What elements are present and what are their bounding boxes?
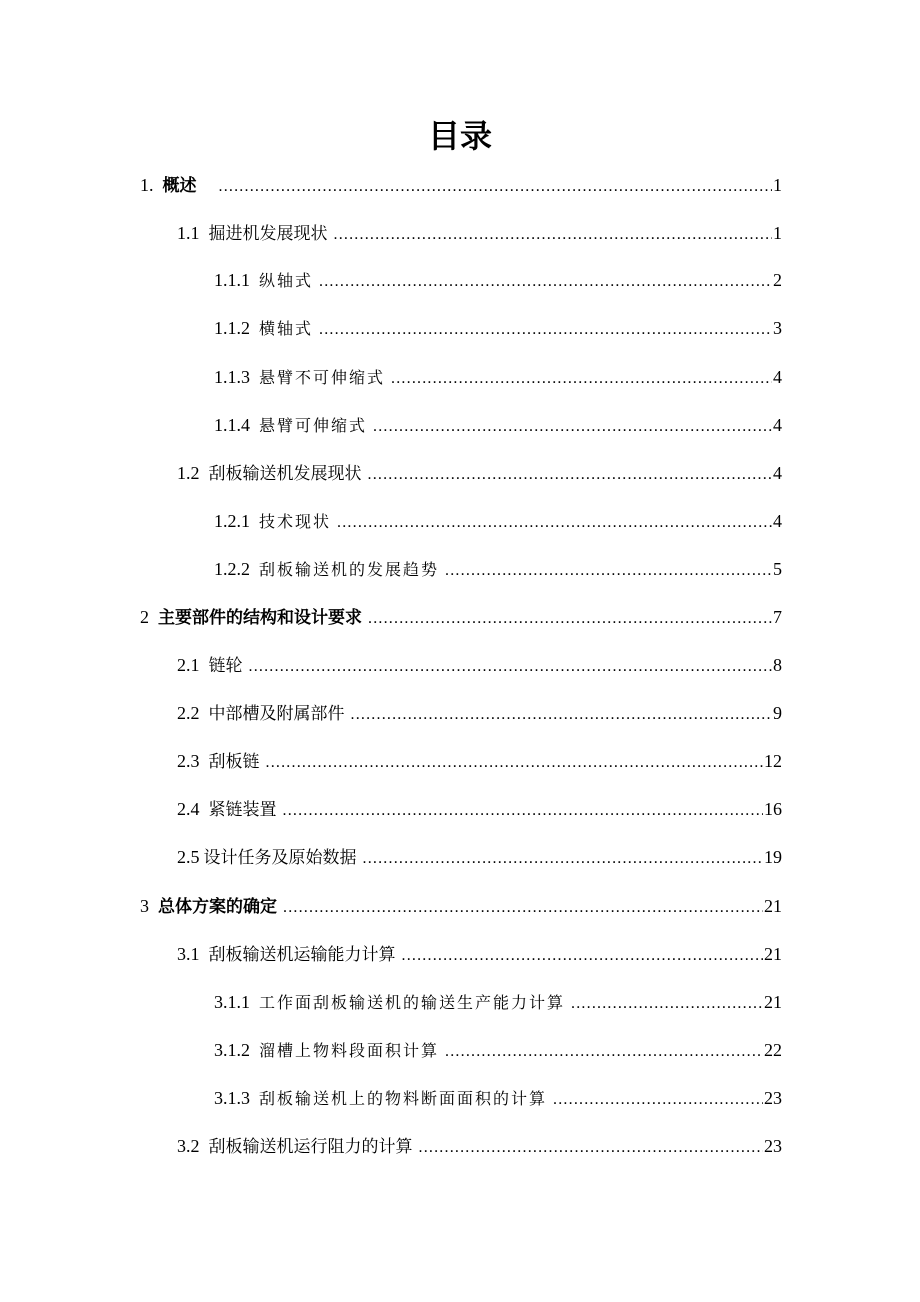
toc-leader-dots (283, 796, 764, 826)
toc-entry[interactable] (214, 987, 782, 1017)
toc-entry[interactable] (177, 939, 782, 969)
toc-entry[interactable] (214, 1083, 782, 1113)
toc-entry-number: 1.2 (177, 463, 200, 483)
toc-entry-title: 刮板输送机运行阻力的计算 (208, 1137, 413, 1157)
toc-entry[interactable] (140, 170, 782, 200)
toc-entry-title: 纵轴式 (259, 271, 314, 290)
toc-entry-title: 主要部件的结构和设计要求 (158, 608, 362, 628)
toc-entry-title: 概述 (162, 176, 197, 196)
toc-entry-page: 23 (764, 1088, 782, 1108)
toc-entry-title: 刮板链 (208, 752, 260, 772)
toc-entry-title: 刮板输送机的发展趋势 (259, 560, 440, 579)
toc-entry-page: 4 (773, 367, 782, 387)
toc-entry-number: 3 (140, 896, 149, 916)
toc-entry-number: 2.5 (177, 847, 200, 867)
toc-entry-title: 总体方案的确定 (158, 897, 277, 917)
toc-entry[interactable] (214, 1035, 782, 1065)
toc-leader-dots (283, 893, 763, 923)
toc-entry-title: 技术现状 (259, 512, 332, 531)
toc-entry[interactable] (214, 554, 782, 584)
toc-leader-dots (368, 604, 772, 634)
toc-entry-page: 7 (773, 607, 782, 627)
toc-entry-number: 3.1.1 (214, 992, 250, 1012)
toc-entry-number: 2 (140, 607, 149, 627)
toc-leader-dots (334, 220, 773, 250)
toc-entry-number: 1.1 (177, 223, 200, 243)
toc-entry-number: 2.1 (177, 655, 200, 675)
toc-entry[interactable] (177, 746, 782, 776)
toc-entry-number: 1.2.1 (214, 511, 250, 531)
toc-entry-page: 1 (773, 223, 782, 243)
toc-entry[interactable] (214, 410, 782, 440)
toc-entry-title: 链轮 (208, 656, 243, 676)
toc-leader-dots (445, 556, 772, 586)
toc-entry-title: 中部槽及附属部件 (208, 704, 345, 724)
toc-entry-number: 3.2 (177, 1136, 200, 1156)
toc-entry-page: 4 (773, 415, 782, 435)
toc-entry-title: 横轴式 (259, 319, 314, 338)
toc-entry-title: 刮板输送机上的物料断面面积的计算 (259, 1089, 548, 1108)
toc-entry-number: 1.1.1 (214, 270, 250, 290)
toc-entry-page: 21 (764, 896, 782, 916)
toc-leader-dots (419, 1133, 764, 1163)
toc-leader-dots (266, 748, 764, 778)
toc-entry-number: 1.2.2 (214, 559, 250, 579)
toc-leader-dots (553, 1085, 763, 1115)
toc-leader-dots (391, 364, 772, 394)
toc-entry-title: 工作面刮板输送机的输送生产能力计算 (259, 993, 566, 1012)
toc-leader-dots (319, 315, 772, 345)
toc-entry-page: 21 (764, 992, 782, 1012)
toc-leader-dots (445, 1037, 763, 1067)
toc-entry-number: 1.1.3 (214, 367, 250, 387)
toc-entry[interactable] (177, 218, 782, 248)
toc-entry-title: 悬臂不可伸缩式 (259, 368, 386, 387)
toc-entry-page: 23 (764, 1136, 782, 1156)
toc-leader-dots (319, 267, 772, 297)
toc-entry-page: 5 (773, 559, 782, 579)
toc-leader-dots (351, 700, 773, 730)
toc-entry[interactable] (177, 842, 782, 872)
toc-leader-dots (363, 844, 764, 874)
toc-entry[interactable] (177, 1131, 782, 1161)
toc-entry[interactable] (177, 794, 782, 824)
toc-entry-number: 1.1.4 (214, 415, 250, 435)
toc-leader-dots (373, 412, 772, 442)
toc-entry-page: 12 (764, 751, 782, 771)
toc-leader-dots (368, 460, 773, 490)
toc-entry-page: 4 (773, 511, 782, 531)
toc-entry-number: 2.2 (177, 703, 200, 723)
toc-entry-number: 3.1.2 (214, 1040, 250, 1060)
toc-entry-page: 8 (773, 655, 782, 675)
toc-entry-number: 2.4 (177, 799, 200, 819)
toc-leader-dots (337, 508, 772, 538)
toc-leader-dots (249, 652, 773, 682)
toc-leader-dots (571, 989, 763, 1019)
toc-entry[interactable] (214, 265, 782, 295)
toc-entry-page: 9 (773, 703, 782, 723)
toc-entry-title: 掘进机发展现状 (208, 224, 328, 244)
toc-entry-title: 溜槽上物料段面积计算 (259, 1041, 440, 1060)
toc-entry-page: 19 (764, 847, 782, 867)
toc-entry-page: 21 (764, 944, 782, 964)
toc-title: 目录 (427, 117, 492, 155)
toc-entry-number: 3.1.3 (214, 1088, 250, 1108)
toc-entry-number: 2.3 (177, 751, 200, 771)
toc-entry[interactable] (177, 650, 782, 680)
toc-entry[interactable] (214, 313, 782, 343)
toc-entry-page: 4 (773, 463, 782, 483)
toc-entry-title: 紧链装置 (208, 800, 277, 820)
toc-entry-page: 22 (764, 1040, 782, 1060)
toc-entry-title: 悬臂可伸缩式 (259, 416, 368, 435)
toc-entry[interactable] (214, 362, 782, 392)
toc-entry-page: 16 (764, 799, 782, 819)
toc-entry[interactable] (214, 506, 782, 536)
toc-entry-page: 2 (773, 270, 782, 290)
toc-leader-dots (219, 172, 773, 202)
toc-leader-dots (402, 941, 764, 971)
toc-entry-page: 3 (773, 318, 782, 338)
toc-entry-title: 刮板输送机运输能力计算 (208, 945, 396, 965)
toc-entry[interactable] (177, 458, 782, 488)
toc-entry[interactable] (177, 698, 782, 728)
toc-entry-page: 1 (773, 175, 782, 195)
toc-entry-number: 3.1 (177, 944, 200, 964)
toc-entry-title: 设计任务及原始数据 (203, 848, 357, 868)
toc-entry-title: 刮板输送机发展现状 (208, 464, 362, 484)
toc-entry[interactable] (140, 891, 782, 921)
toc-entry[interactable] (140, 602, 782, 632)
toc-entry-number: 1. (140, 175, 154, 195)
toc-entry-number: 1.1.2 (214, 318, 250, 338)
